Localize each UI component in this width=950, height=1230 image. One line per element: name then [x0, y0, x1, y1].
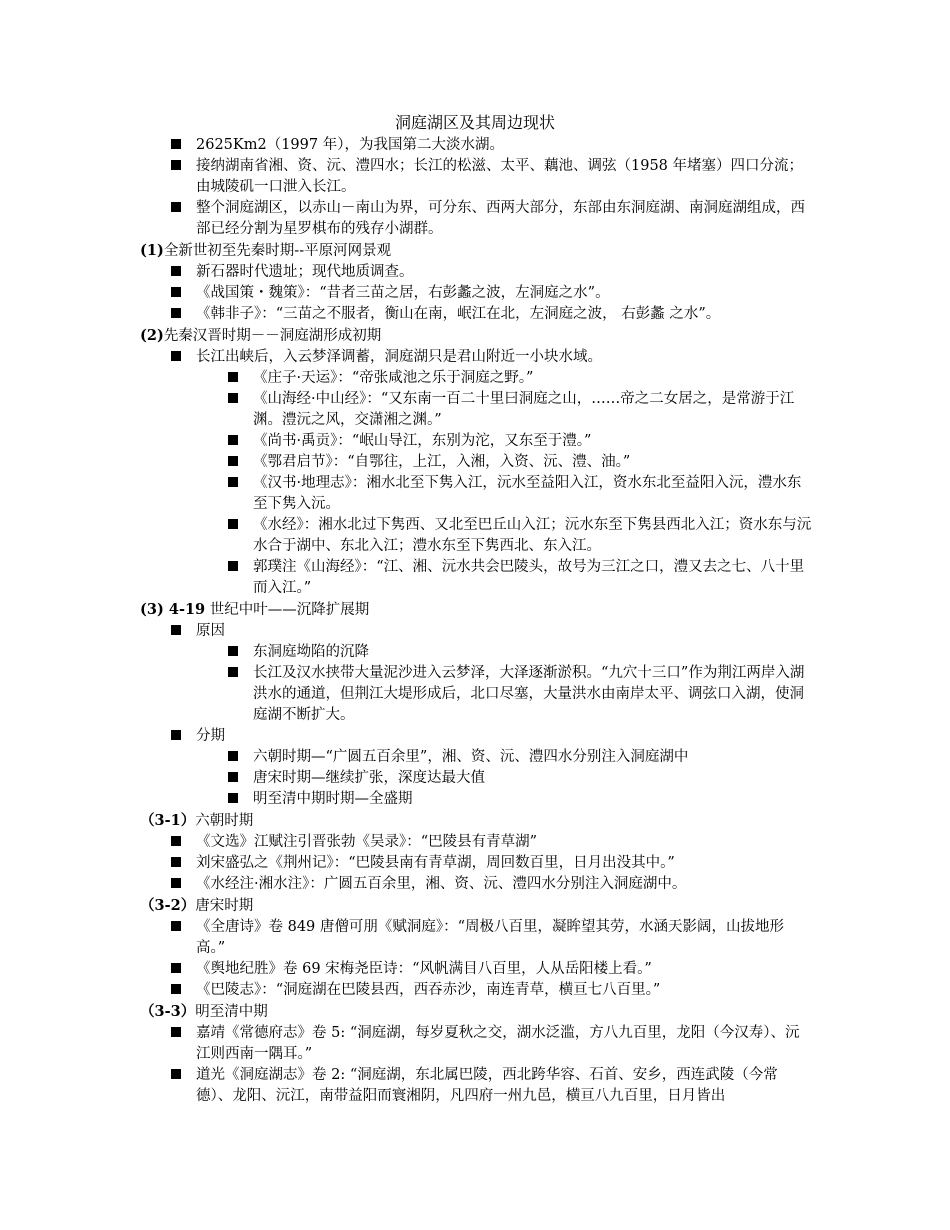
square-bullet-icon [228, 393, 238, 403]
list-item: 《巴陵志》：“洞庭湖在巴陵县西，西吞赤沙，南连青草，横亘七八百里。” [0, 980, 950, 1001]
list-item: 分期 [0, 726, 950, 747]
sub-list-item: 郭璞注《山海经》：“江、湘、沅水共会巴陵头，故号为三江之口，澧又去之七、八十里而入江。” [0, 557, 950, 599]
list-item: 2625Km2（1997 年），为我国第二大淡水湖。 [0, 135, 950, 156]
square-bullet-icon [228, 667, 238, 677]
sub-list-item: 《鄂君启节》：“自鄂往，上江，入湘，入资、沅、澧、油。” [0, 452, 950, 473]
sub-list-item: 长江及汉水挟带大量泥沙进入云梦泽，大泽逐渐淤积。“九穴十三口”作为荆江两岸入湖洪水的通道，但荆江大堤形成后，北口尽塞，大量洪水由南岸太平、调弦口入湖，使洞庭湖不断扩大。 [0, 663, 950, 726]
square-bullet-icon [171, 984, 181, 994]
square-bullet-icon [171, 160, 181, 170]
square-bullet-icon [171, 836, 181, 846]
sub-list-item: 《庄子·天运》：“帝张咸池之乐于洞庭之野。” [0, 368, 950, 389]
square-bullet-icon [171, 730, 181, 740]
square-bullet-icon [171, 1027, 181, 1037]
sub-list-item: 东洞庭坳陷的沉降 [0, 642, 950, 663]
square-bullet-icon [171, 202, 181, 212]
section-heading: (3) 4-19 世纪中叶——沉降扩展期 [140, 601, 370, 618]
list-item: 新石器时代遗址；现代地质调查。 [0, 262, 950, 283]
section-heading: （3-2）唐宋时期 [140, 897, 254, 914]
square-bullet-icon [171, 1069, 181, 1079]
square-bullet-icon [171, 139, 181, 149]
square-bullet-icon [171, 351, 181, 361]
section-heading: (2)先秦汉晋时期－－洞庭湖形成初期 [140, 327, 382, 344]
square-bullet-icon [228, 561, 238, 571]
section-heading: （3-3）明至清中期 [140, 1003, 268, 1020]
section-heading: (1)全新世初至先秦时期--平原河网景观 [140, 242, 392, 259]
square-bullet-icon [171, 857, 181, 867]
square-bullet-icon [228, 646, 238, 656]
section-heading: （3-1）六朝时期 [140, 812, 254, 829]
square-bullet-icon [228, 751, 238, 761]
square-bullet-icon [171, 287, 181, 297]
sub-list-item: 《水经》：湘水北过下隽西、又北至巴丘山入江；沅水东至下隽县西北入江；资水东与沅水合于湖中、东北入江；澧水东至下隽西北、东入江。 [0, 515, 950, 557]
list-item: 《全唐诗》卷 849 唐僧可朋《赋洞庭》：“周极八百里，凝眸望其劳，水涵天影阔，山拔地形高。” [0, 917, 950, 959]
sub-list-item: 明至清中期时期—全盛期 [0, 789, 950, 810]
list-item: 整个洞庭湖区，以赤山－南山为界，可分东、西两大部分，东部由东洞庭湖、南洞庭湖组成，西部已经分割为星罗棋布的残存小湖群。 [0, 198, 950, 240]
list-item: 《战国策・魏策》：“昔者三苗之居，右彭蠡之波，左洞庭之水”。 [0, 283, 950, 304]
list-item: 原因 [0, 621, 950, 642]
sub-list-item: 六朝时期—“广圆五百余里”，湘、资、沅、澧四水分别注入洞庭湖中 [0, 747, 950, 768]
square-bullet-icon [171, 308, 181, 318]
square-bullet-icon [171, 625, 181, 635]
sub-list-item: 《尚书·禹贡》：“岷山导江，东别为沱，又东至于澧。” [0, 431, 950, 452]
sub-list-item: 唐宋时期—继续扩张，深度达最大值 [0, 768, 950, 789]
list-item: 嘉靖《常德府志》卷 5: “洞庭湖，每岁夏秋之交，湖水泛滥，方八九百里，龙阳（今汉寿）、沅江则西南一隅耳。” [0, 1023, 950, 1065]
square-bullet-icon [228, 793, 238, 803]
square-bullet-icon [171, 878, 181, 888]
square-bullet-icon [228, 435, 238, 445]
square-bullet-icon [228, 456, 238, 466]
sub-list-item: 《山海经·中山经》：“又东南一百二十里曰洞庭之山，……帝之二女居之，是常游于江渊。澧沅之风，交潇湘之渊。” [0, 389, 950, 431]
square-bullet-icon [228, 477, 238, 487]
square-bullet-icon [171, 266, 181, 276]
sub-list-item: 《汉书·地理志》：湘水北至下隽入江，沅水至益阳入江，资水东北至益阳入沅，澧水东至下隽入沅。 [0, 473, 950, 515]
square-bullet-icon [228, 372, 238, 382]
square-bullet-icon [171, 921, 181, 931]
list-item: 《文选》江赋注引晋张勃《吴录》：“巴陵县有青草湖” [0, 832, 950, 853]
document-body [0, 135, 950, 1107]
square-bullet-icon [171, 963, 181, 973]
list-item: 刘宋盛弘之《荆州记》：“巴陵县南有青草湖，周回数百里，日月出没其中。” [0, 853, 950, 874]
list-item: 长江出峡后，入云梦泽调蓄，洞庭湖只是君山附近一小块水域。 [0, 347, 950, 368]
square-bullet-icon [228, 772, 238, 782]
list-item: 道光《洞庭湖志》卷 2: “洞庭湖，东北属巴陵，西北跨华容、石首、安乡，西连武陵（今常德）、龙阳、沅江，南带益阳而寰湘阴，凡四府一州九邑，横亘八九百里，日月皆出 [0, 1065, 950, 1107]
list-item: 接纳湖南省湘、资、沅、澧四水；长江的松滋、太平、藕池、调弦（1958 年堵塞）四口分流；由城陵矶一口泄入长江。 [0, 156, 950, 198]
list-item: 《舆地纪胜》卷 69 宋梅尧臣诗：“风帆满目八百里，人从岳阳楼上看。” [0, 959, 950, 980]
list-item: 《韩非子》：“三苗之不服者，衡山在南，岷江在北，左洞庭之波， 右彭蠡 之水”。 [0, 304, 950, 325]
list-item: 《水经注·湘水注》：广圆五百余里，湘、资、沅、澧四水分别注入洞庭湖中。 [0, 874, 950, 895]
page-title: 洞庭湖区及其周边现状 [394, 113, 555, 132]
square-bullet-icon [228, 519, 238, 529]
